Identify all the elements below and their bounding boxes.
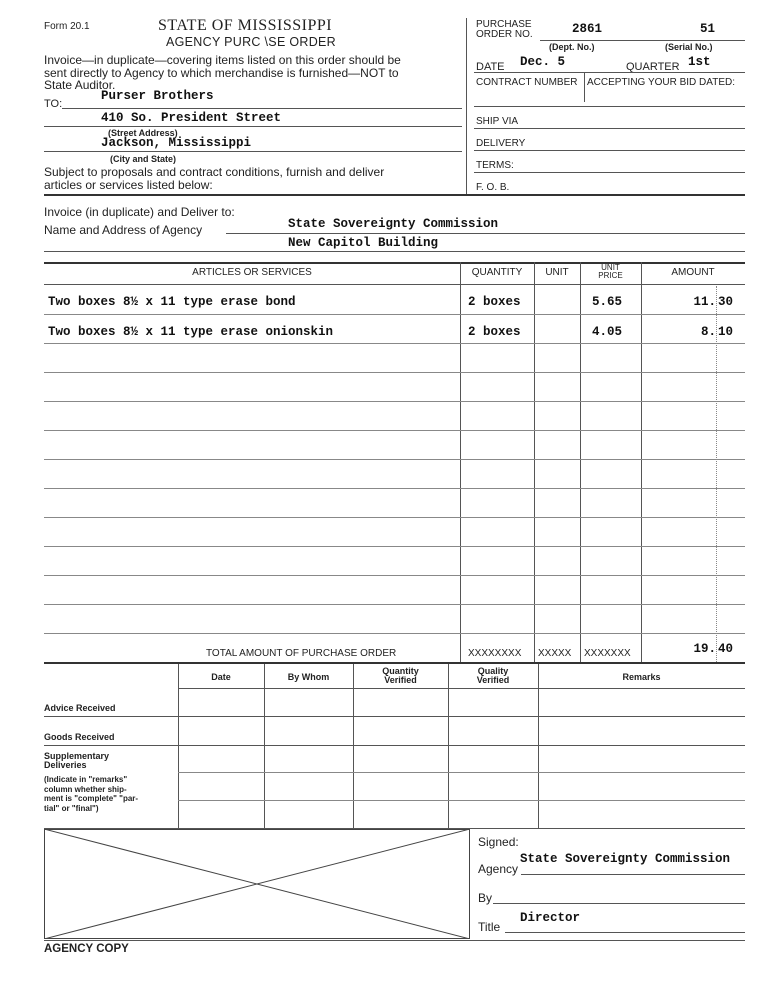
bid-label: ACCEPTING YOUR BID DATED: bbox=[587, 77, 735, 88]
fob-label: F. O. B. bbox=[476, 182, 510, 193]
by-label: By bbox=[478, 891, 493, 905]
total-price-x: XXXXXXX bbox=[584, 648, 631, 659]
dept-label: (Dept. No.) bbox=[549, 42, 595, 52]
recv-col-qty: Quantity Verified bbox=[382, 666, 419, 685]
title-label: Title bbox=[478, 920, 501, 934]
state-title: STATE OF MISSISSIPPI bbox=[158, 17, 333, 34]
goods-received: Goods Received bbox=[44, 732, 115, 742]
col-amount: AMOUNT bbox=[671, 267, 715, 278]
vendor-name: Purser Brothers bbox=[101, 89, 214, 103]
row2-price: 4.05 bbox=[592, 325, 623, 339]
row2-quantity: 2 boxes bbox=[468, 325, 521, 339]
row2-amount-dollars: 8. bbox=[700, 325, 716, 339]
agency-label: Name and Address of Agency bbox=[44, 223, 203, 237]
city-label: (City and State) bbox=[110, 154, 177, 164]
deliver-to-label: Invoice (in duplicate) and Deliver to: bbox=[44, 205, 235, 219]
row1-amount-cents: 30 bbox=[718, 295, 734, 309]
col-quantity: QUANTITY bbox=[471, 267, 523, 278]
row1-article: Two boxes 8½ x 11 type erase bond bbox=[48, 295, 296, 309]
row1-price: 5.65 bbox=[592, 295, 623, 309]
row2-amount-cents: 10 bbox=[718, 325, 734, 339]
to-label: TO: bbox=[44, 98, 63, 110]
recv-col-remarks: Remarks bbox=[622, 672, 661, 682]
terms-label: TERMS: bbox=[476, 160, 514, 171]
recv-col-date: Date bbox=[211, 672, 231, 682]
crossed-box bbox=[44, 829, 470, 939]
subject-text: Subject to proposals and contract conditions, furnish and deliver articles or services listed below: bbox=[44, 165, 385, 192]
vendor-street: 410 So. President Street bbox=[101, 111, 282, 125]
advice-received: Advice Received bbox=[44, 703, 116, 713]
row1-amount-dollars: 11. bbox=[693, 295, 716, 309]
row2-article: Two boxes 8½ x 11 type erase onionskin bbox=[48, 325, 334, 339]
serial-label: (Serial No.) bbox=[665, 42, 713, 52]
col-unit: UNIT bbox=[545, 267, 569, 278]
signed-label: Signed: bbox=[478, 835, 519, 849]
contract-label: CONTRACT NUMBER bbox=[476, 77, 578, 88]
dept-number: 2861 bbox=[572, 22, 603, 36]
delivery-label: DELIVERY bbox=[476, 138, 526, 149]
quarter-value: 1st bbox=[688, 55, 711, 69]
supplementary-note: (Indicate in "remarks" column whether ship- ment is "complete" "par- tial" or "final") bbox=[44, 775, 139, 813]
po-label: PURCHASE ORDER NO. bbox=[476, 19, 533, 40]
instructions: Invoice—in duplicate—covering items listed on this order should be sent directly to Agency to which merchandise is furnished—NOT to State Auditor. bbox=[44, 53, 401, 92]
agency-line1: State Sovereignty Commission bbox=[288, 217, 499, 231]
agency-copy: AGENCY COPY bbox=[44, 943, 129, 955]
sig-agency-label: Agency bbox=[478, 862, 519, 876]
signature-agency: State Sovereignty Commission bbox=[520, 852, 731, 866]
vendor-city: Jackson, Mississippi bbox=[101, 136, 252, 150]
street-label: (Street Address) bbox=[108, 128, 178, 138]
row1-quantity: 2 boxes bbox=[468, 295, 521, 309]
signature-title: Director bbox=[520, 911, 581, 925]
col-articles: ARTICLES OR SERVICES bbox=[192, 267, 312, 278]
agency-line2: New Capitol Building bbox=[288, 236, 439, 250]
date-label: DATE bbox=[476, 61, 505, 73]
form-title: AGENCY PURC \SE ORDER bbox=[166, 35, 336, 49]
total-amount-dollars: 19. bbox=[693, 642, 716, 656]
order-date: Dec. 5 bbox=[520, 55, 566, 69]
total-amount-cents: 40 bbox=[718, 642, 734, 656]
total-unit-x: XXXXX bbox=[538, 648, 572, 659]
total-quantity-x: XXXXXXXX bbox=[468, 648, 522, 659]
total-label: TOTAL AMOUNT OF PURCHASE ORDER bbox=[206, 648, 397, 659]
form-number: Form 20.1 bbox=[44, 21, 90, 32]
supplementary-deliveries: Supplementary Deliveries bbox=[44, 751, 110, 770]
recv-col-by-whom: By Whom bbox=[287, 672, 330, 682]
quarter-label: QUARTER bbox=[626, 61, 680, 73]
serial-number: 51 bbox=[700, 22, 716, 36]
col-unit-price: UNIT PRICE bbox=[598, 263, 623, 280]
recv-col-quality: Quality Verified bbox=[476, 666, 510, 685]
ship-via-label: SHIP VIA bbox=[476, 116, 519, 127]
